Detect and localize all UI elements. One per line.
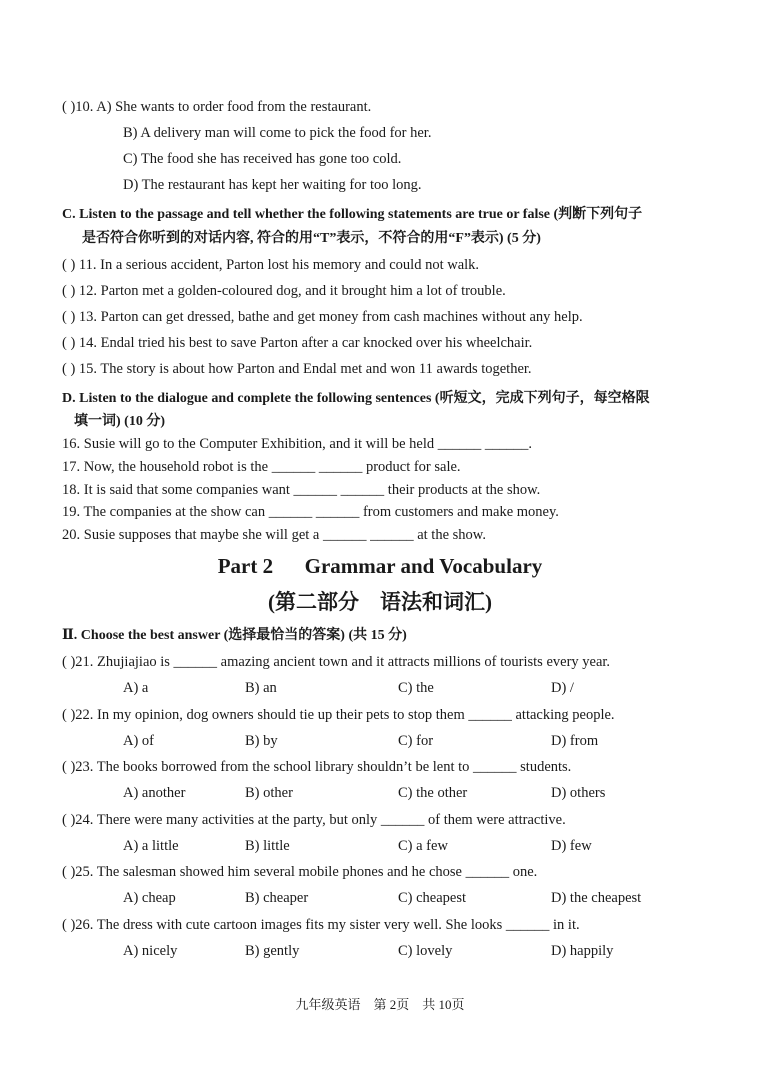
question-12: ( ) 12. Parton met a golden-coloured dog, and it brought him a lot of trouble. <box>62 283 506 299</box>
question-21-option-d: D) / <box>551 680 574 696</box>
question-23-stem: ( )23. The books borrowed from the school library shouldn’t be lent to ______ students. <box>62 759 572 775</box>
question-18: 18. It is said that some companies want ______ ______ their products at the show. <box>62 482 541 498</box>
question-22-option-c: C) for <box>398 733 434 749</box>
question-23-option-a: A) another <box>123 785 186 801</box>
question-22-option-d: D) from <box>551 733 599 749</box>
question-22-option-b: B) by <box>245 733 278 749</box>
question-23-option-c: C) the other <box>398 785 468 801</box>
question-19: 19. The companies at the show can ______ ______ from customers and make money. <box>62 504 559 520</box>
question-10-option-b: B) A delivery man will come to pick the food for her. <box>123 125 432 141</box>
section-c-heading-line2: 是否符合你听到的对话内容, 符合的用“T”表示，不符合的用“F”表示) (5 分) <box>82 231 541 246</box>
question-23-option-b: B) other <box>245 785 293 801</box>
section-ii-heading: Ⅱ. Choose the best answer (选择最恰当的答案) (共 15 分) <box>62 628 407 643</box>
question-25-option-a: A) cheap <box>123 890 176 906</box>
question-26-option-a: A) nicely <box>123 943 178 959</box>
page-footer: 九年级英语 第 2页 共 10页 <box>295 997 465 1012</box>
question-25-option-d: D) the cheapest <box>551 890 642 906</box>
section-d-heading-line1: D. Listen to the dialogue and complete the following sentences (听短文，完成下列句子，每空格限 <box>62 391 650 406</box>
section-c-heading-line1: C. Listen to the passage and tell whether the following statements are true or false (判断下列句子 <box>62 207 643 222</box>
question-25-option-b: B) cheaper <box>245 890 309 906</box>
question-26-option-d: D) happily <box>551 943 614 959</box>
question-21-option-b: B) an <box>245 680 277 696</box>
question-26-option-b: B) gently <box>245 943 300 959</box>
part-2-subtitle: (第二部分 语法和词汇) <box>268 590 492 614</box>
question-25-option-c: C) cheapest <box>398 890 467 906</box>
question-17: 17. Now, the household robot is the ______ ______ product for sale. <box>62 459 461 475</box>
question-24-option-c: C) a few <box>398 838 448 854</box>
question-21-option-a: A) a <box>123 680 149 696</box>
question-20: 20. Susie supposes that maybe she will get a ______ ______ at the show. <box>62 527 486 543</box>
question-21-option-c: C) the <box>398 680 434 696</box>
question-24-option-b: B) little <box>245 838 290 854</box>
question-26-option-c: C) lovely <box>398 943 453 959</box>
question-15: ( ) 15. The story is about how Parton and Endal met and won 11 awards together. <box>62 361 532 377</box>
question-10-option-d: D) The restaurant has kept her waiting for too long. <box>123 177 422 193</box>
question-10-stem: ( )10. A) She wants to order food from the restaurant. <box>62 99 372 115</box>
question-11: ( ) 11. In a serious accident, Parton lost his memory and could not walk. <box>62 257 480 273</box>
question-13: ( ) 13. Parton can get dressed, bathe and get money from cash machines without any help. <box>62 309 583 325</box>
question-24-option-d: D) few <box>551 838 592 854</box>
question-25-stem: ( )25. The salesman showed him several mobile phones and he chose ______ one. <box>62 864 538 880</box>
question-21-stem: ( )21. Zhujiajiao is ______ amazing ancient town and it attracts millions of tourists every year. <box>62 654 611 670</box>
question-23-option-d: D) others <box>551 785 606 801</box>
question-22-stem: ( )22. In my opinion, dog owners should tie up their pets to stop them ______ attacking people. <box>62 707 615 723</box>
question-22-option-a: A) of <box>123 733 155 749</box>
question-26-stem: ( )26. The dress with cute cartoon images fits my sister very well. She looks ______ in it. <box>62 917 580 933</box>
question-16: 16. Susie will go to the Computer Exhibition, and it will be held ______ ______. <box>62 436 533 452</box>
question-14: ( ) 14. Endal tried his best to save Parton after a car knocked over his wheelchair. <box>62 335 533 351</box>
section-d-heading-line2: 填一词) (10 分) <box>74 414 165 429</box>
question-24-stem: ( )24. There were many activities at the party, but only ______ of them were attractive. <box>62 812 566 828</box>
part-2-title: Part 2 Grammar and Vocabulary <box>217 554 543 578</box>
question-10-option-c: C) The food she has received has gone too cold. <box>123 151 402 167</box>
question-24-option-a: A) a little <box>123 838 179 854</box>
